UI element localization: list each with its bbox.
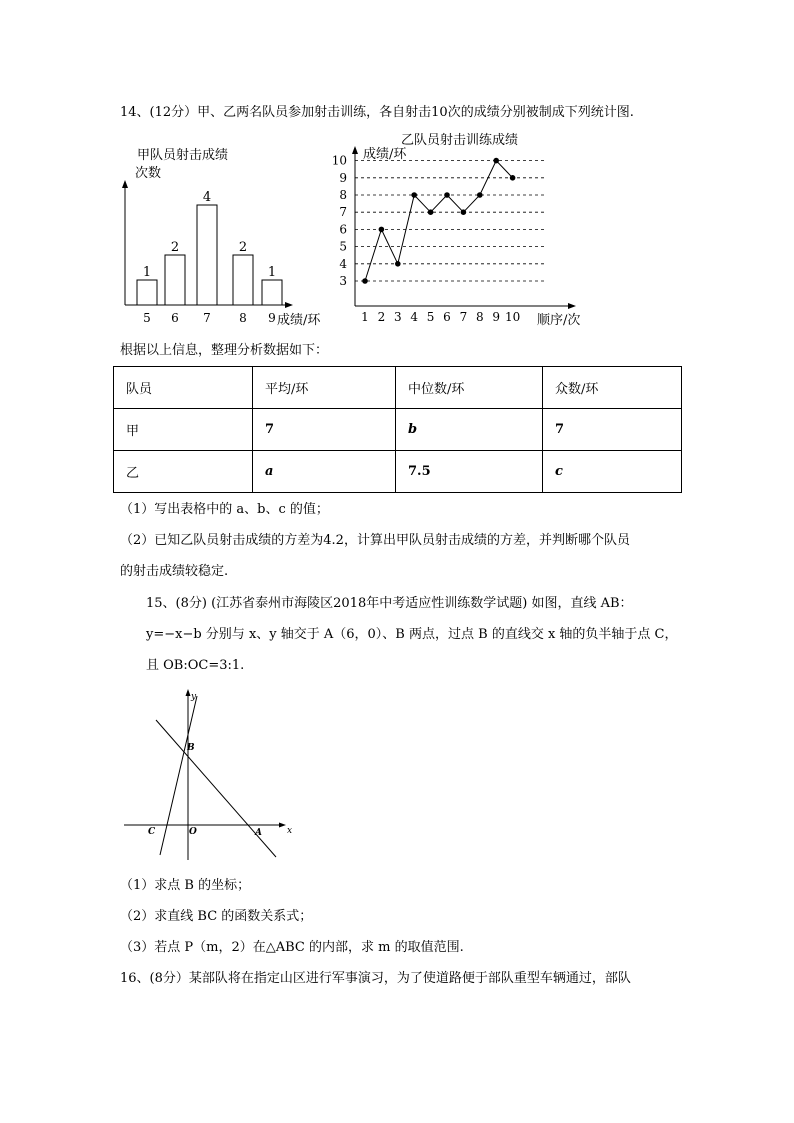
figure-y-label: y xyxy=(191,692,197,702)
bar-chart-xlabel: 成绩/环 xyxy=(277,313,321,328)
bar xyxy=(137,280,157,305)
table-header-row xyxy=(114,367,682,409)
table-cell: c xyxy=(543,451,682,493)
x-tick-label: 3 xyxy=(393,310,402,324)
line-chart-yi xyxy=(325,126,595,332)
data-point xyxy=(444,192,450,198)
x-tick-label: 1 xyxy=(361,310,369,324)
table-header-cell: 中位数/环 xyxy=(396,367,543,409)
data-point xyxy=(411,192,417,198)
point-a-label: A xyxy=(255,828,262,838)
data-point xyxy=(395,261,401,267)
bar-chart-ylabel: 次数 xyxy=(135,166,162,181)
q15-sub3: （3）若点 P（m，2）在△ABC 的内部，求 m 的取值范围. xyxy=(120,940,464,955)
bar-value-label: 2 xyxy=(238,240,248,255)
bar-chart-jia xyxy=(105,140,340,330)
q14-sub2-line2: 的射击成绩较稳定. xyxy=(120,564,229,579)
x-tick-label: 6 xyxy=(443,310,451,324)
bar xyxy=(233,255,253,305)
bar-category-label: 9 xyxy=(268,311,276,325)
line-y-axis-arrow xyxy=(352,146,358,154)
bar xyxy=(165,255,185,305)
x-tick-label: 4 xyxy=(410,310,419,324)
table-cell: 7 xyxy=(543,409,682,451)
bar-value-label: 1 xyxy=(267,265,277,280)
q14-sub1: （1）写出表格中的 a、b、c 的值； xyxy=(120,502,329,517)
y-tick-label: 4 xyxy=(339,256,347,271)
table-cell: 7 xyxy=(253,409,396,451)
y-tick-label: 8 xyxy=(339,188,347,202)
data-point xyxy=(493,158,499,164)
bar-x-axis-arrow xyxy=(285,302,293,308)
q15-line2: y=−x−b 分别与 x、y 轴交于 A（6，0）、B 两点，过点 B 的直线交 x 轴的负半轴于点 C， xyxy=(146,627,678,642)
figure-y-arrow xyxy=(186,689,191,696)
x-tick-label: 2 xyxy=(377,310,386,324)
y-tick-label: 7 xyxy=(339,205,347,220)
table-header-cell: 平均/环 xyxy=(253,367,396,409)
data-point xyxy=(461,209,467,215)
q14-summary-line: 根据以上信息，整理分析数据如下： xyxy=(120,343,329,358)
point-b-label: B xyxy=(187,743,195,753)
x-tick-label: 7 xyxy=(459,310,468,324)
bar-category-label: 8 xyxy=(239,311,247,325)
bar-value-label: 4 xyxy=(202,190,212,205)
q15-line3: 且 OB:OC=3:1. xyxy=(146,658,245,673)
stats-table xyxy=(113,366,682,493)
figure-x-label: x xyxy=(287,826,293,836)
x-tick-label: 8 xyxy=(475,310,484,324)
bar-value-label: 2 xyxy=(170,240,180,255)
bar-y-axis-arrow xyxy=(122,180,128,188)
y-tick-label: 10 xyxy=(331,153,347,168)
x-tick-label: 9 xyxy=(492,310,501,324)
q15-sub2: （2）求直线 BC 的函数关系式； xyxy=(120,909,313,924)
table-header-cell: 众数/环 xyxy=(543,367,682,409)
y-tick-label: 9 xyxy=(339,170,347,185)
bar-value-label: 1 xyxy=(142,265,152,280)
data-point xyxy=(379,227,385,233)
q15-line1: 15、(8分) (江苏省泰州市海陵区2018年中考适应性训练数学试题) 如图，直线 AB： xyxy=(146,596,633,611)
table-cell: 甲 xyxy=(114,409,253,451)
bar xyxy=(197,205,217,305)
table-cell: a xyxy=(253,451,396,493)
figure-x-arrow xyxy=(279,823,286,828)
bar-chart-title: 甲队员射击成绩 xyxy=(137,148,229,163)
bar-category-label: 5 xyxy=(143,311,151,325)
origin-label: O xyxy=(189,827,197,837)
table-row xyxy=(114,409,682,451)
data-point xyxy=(510,175,516,181)
y-tick-label: 3 xyxy=(339,274,347,288)
data-point xyxy=(477,192,483,198)
y-tick-label: 6 xyxy=(339,222,347,237)
bar-category-label: 6 xyxy=(171,311,179,325)
coordinate-figure xyxy=(120,688,310,868)
q16-line1: 16、(8分）某部队将在指定山区进行军事演习，为了使道路便于部队重型车辆通过，部队 xyxy=(120,971,631,986)
x-tick-label: 5 xyxy=(426,310,435,324)
line-chart-xlabel: 顺序/次 xyxy=(537,313,581,328)
q14-intro: 14、(12分）甲、乙两名队员参加射击训练，各自射击10次的成绩分别被制成下列统计图. xyxy=(120,105,634,120)
table-cell: 乙 xyxy=(114,451,253,493)
bar xyxy=(262,280,282,305)
table-cell: 7.5 xyxy=(396,451,543,493)
series-line xyxy=(365,161,513,281)
bar-category-label: 7 xyxy=(203,311,211,325)
q15-sub1: （1）求点 B 的坐标； xyxy=(120,878,251,893)
line-chart-title: 乙队员射击训练成绩 xyxy=(401,133,519,148)
line-chart-ylabel: 成绩/环 xyxy=(363,147,407,162)
data-point xyxy=(428,209,434,215)
q14-sub2-line1: （2）已知乙队员射击成绩的方差为4.2，计算出甲队员射击成绩的方差，并判断哪个队员 xyxy=(120,533,630,548)
y-tick-label: 5 xyxy=(339,239,347,254)
line-x-axis-arrow xyxy=(568,303,576,309)
point-c-label: C xyxy=(148,827,156,837)
x-tick-label: 10 xyxy=(504,310,521,324)
table-cell: b xyxy=(396,409,543,451)
table-row xyxy=(114,451,682,493)
data-point xyxy=(362,278,368,284)
table-header-cell: 队员 xyxy=(114,367,253,409)
